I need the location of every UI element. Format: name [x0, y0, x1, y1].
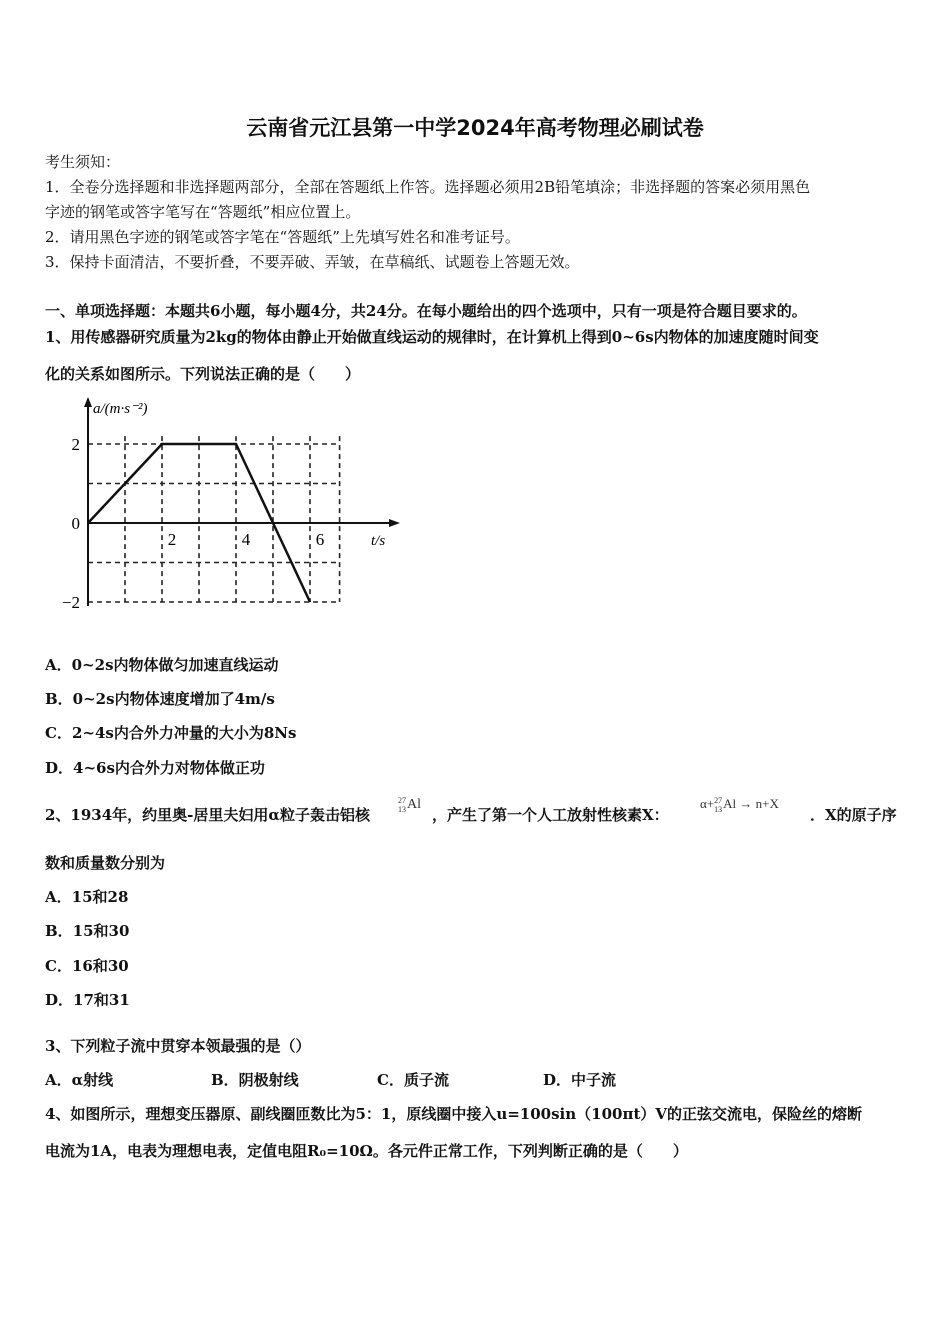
q2-option-a: A．15和28 — [45, 888, 129, 906]
q2-aluminum-nuclide — [398, 796, 421, 814]
y-tick-label: 2 — [71, 435, 80, 454]
x-axis-arrow — [389, 519, 400, 527]
q1-stem-line2: 化的关系如图所示。下列说法正确的是（ ） — [45, 365, 361, 383]
x-tick-label: 6 — [315, 530, 325, 549]
y-axis-arrow — [84, 397, 92, 407]
q2-stem-part3: ．X的原子序 — [810, 806, 897, 824]
notice-item: 字迹的钢笔或答字笔写在“答题纸”相应位置上。 — [45, 203, 361, 221]
acceleration-time-chart — [55, 395, 405, 620]
q2-stem-line2: 数和质量数分别为 — [45, 854, 166, 872]
section-heading: 一、单项选择题：本题共6小题，每小题4分，共24分。在每小题给出的四个选项中，只有一项是符合题目要求的。 — [45, 302, 807, 320]
q1-stem-line1: 1、用传感器研究质量为2kg的物体由静止开始做直线运动的规律时，在计算机上得到0~6s内物体的加速度随时间变 — [45, 328, 819, 346]
notice-item: 3．保持卡面清洁，不要折叠，不要弄破、弄皱，在草稿纸、试题卷上答题无效。 — [45, 253, 580, 271]
x-axis-label: t/s — [371, 533, 386, 549]
y-tick-label: 0 — [71, 514, 80, 533]
q3-option-b: B．阴极射线 — [211, 1071, 299, 1089]
q2-option-b: B．15和30 — [45, 922, 130, 940]
nuclide-symbol: Al — [407, 797, 421, 812]
chart-grid — [88, 436, 340, 602]
reaction-prefix: α+ — [700, 796, 715, 811]
q1-option-d: D．4~6s内合外力对物体做正功 — [45, 759, 265, 777]
q3-option-c: C．质子流 — [377, 1071, 449, 1089]
q1-option-a: A．0~2s内物体做匀加速直线运动 — [45, 656, 279, 674]
reaction-suffix: Al → n+X — [723, 796, 779, 811]
q3-stem: 3、下列粒子流中贯穿本领最强的是（） — [45, 1037, 311, 1055]
nuclide-mass-number: 27 — [714, 796, 723, 806]
x-tick-label: 2 — [167, 530, 177, 549]
q2-stem-part2: ，产生了第一个人工放射性核素X： — [432, 806, 669, 824]
y-axis-label: a/(m·s⁻²) — [93, 401, 148, 417]
q3-option-a: A．α射线 — [45, 1071, 114, 1089]
chart-axes — [84, 397, 400, 606]
q2-option-c: C．16和30 — [45, 957, 129, 975]
q3-option-d: D．中子流 — [543, 1071, 617, 1089]
page-title: 云南省元江县第一中学2024年高考物理必刷试卷 — [246, 116, 704, 140]
q2-reaction-equation — [700, 796, 779, 814]
notice-heading: 考生须知： — [45, 153, 121, 171]
q1-option-b: B．0~2s内物体速度增加了4m/s — [45, 690, 275, 708]
notice-item: 1．全卷分选择题和非选择题两部分，全部在答题纸上作答。选择题必须用2B铅笔填涂；非选择题的答案必须用黑色 — [45, 178, 811, 196]
q4-stem-line2: 电流为1A，电表为理想电表，定值电阻R₀=10Ω。各元件正常工作，下列判断正确的是（ ） — [45, 1142, 688, 1160]
q2-stem-part1: 2、1934年，约里奥-居里夫妇用α粒子轰击铝核 — [45, 806, 370, 824]
nuclide-atomic-number: 13 — [398, 805, 406, 815]
notice-item: 2．请用黑色字迹的钢笔或答字笔在“答题纸”上先填写姓名和准考证号。 — [45, 228, 520, 246]
nuclide-atomic-number: 13 — [714, 805, 723, 815]
q1-option-c: C．2~4s内合外力冲量的大小为8Ns — [45, 724, 297, 742]
nuclide-mass-number: 27 — [398, 796, 406, 806]
q2-option-d: D．17和31 — [45, 991, 130, 1009]
q4-stem-line1: 4、如图所示，理想变压器原、副线圈匝数比为5：1，原线圈中接入u=100sin（100πt）V的正弦交流电，保险丝的熔断 — [45, 1105, 863, 1123]
x-tick-label: 4 — [241, 530, 251, 549]
y-tick-label: −2 — [61, 593, 80, 612]
